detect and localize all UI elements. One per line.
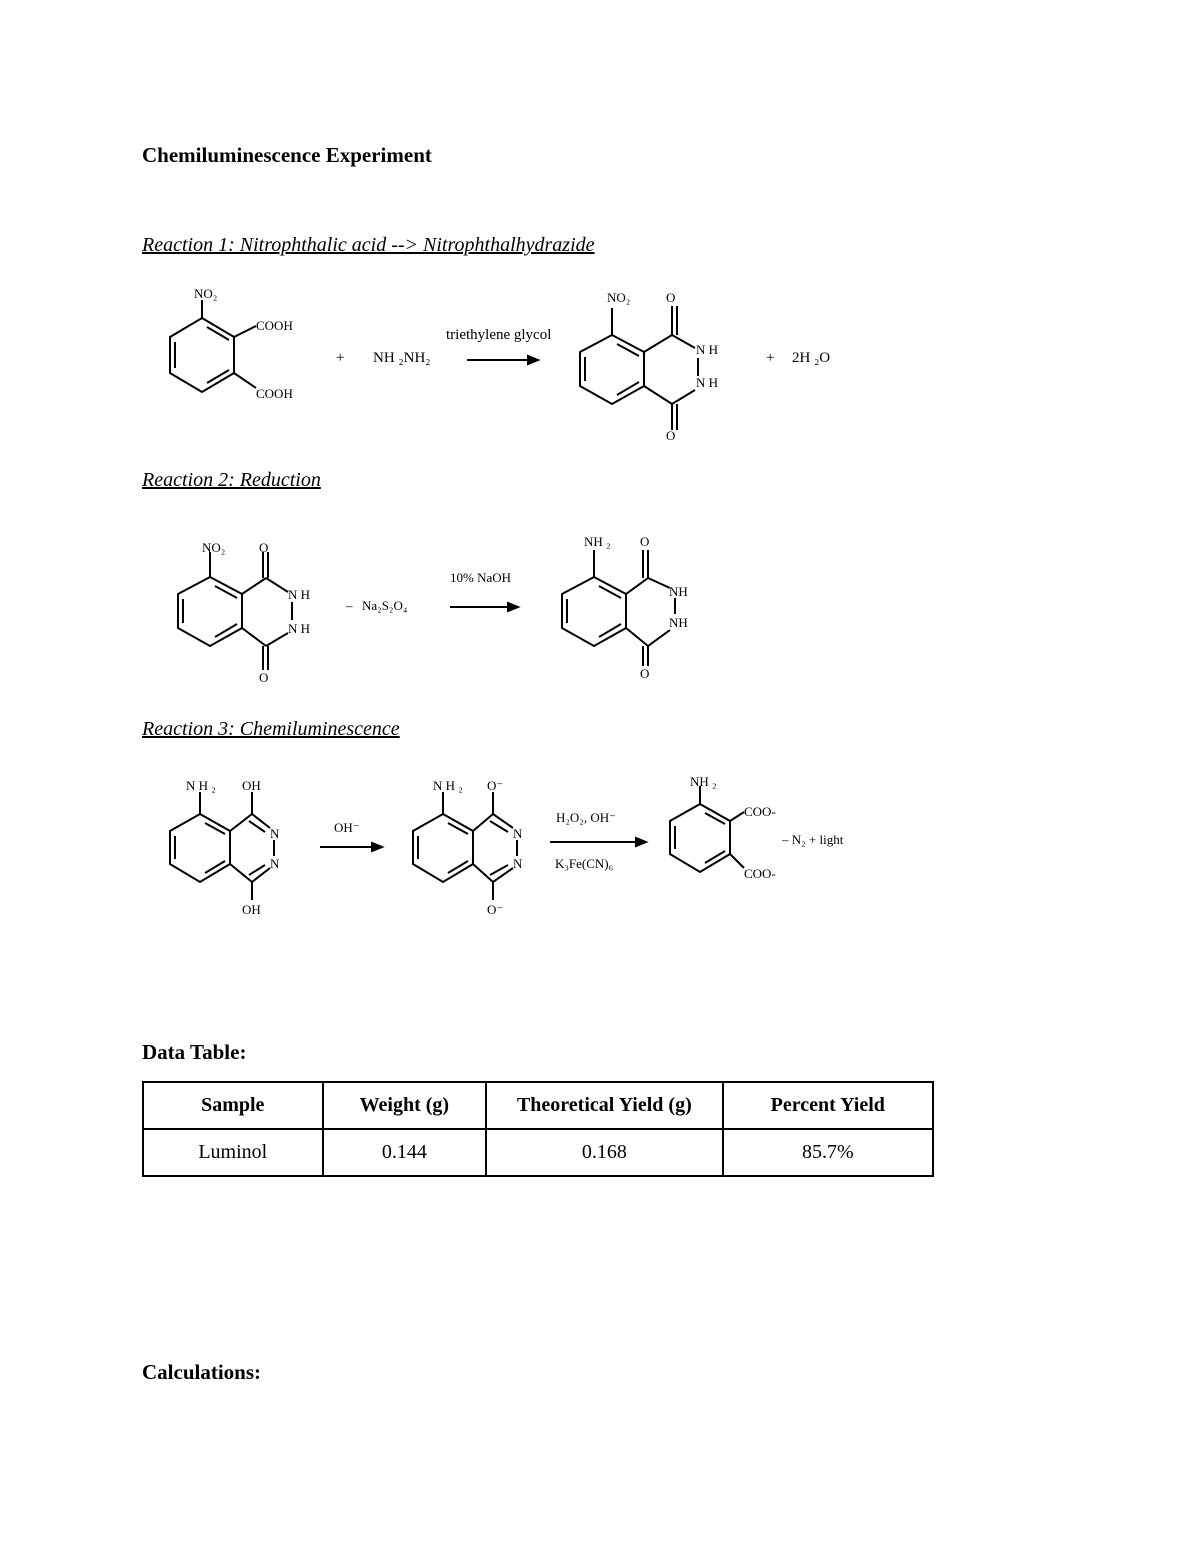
label-n: N <box>270 826 280 841</box>
label-coo: COO- <box>744 804 776 819</box>
table-header-row <box>143 1082 933 1129</box>
reaction-2-scheme <box>0 530 1200 690</box>
label-o: O <box>640 666 650 681</box>
label-n: N <box>270 856 280 871</box>
condition-label: K₃Fe(CN)₆ <box>555 856 614 871</box>
data-table <box>142 1081 934 1177</box>
column-header: Theoretical Yield (g) <box>486 1082 722 1129</box>
label-nh: NH <box>669 615 688 630</box>
label-o: O <box>259 540 269 555</box>
label-n: N <box>513 826 523 841</box>
label-nh2: NH ₂ <box>584 534 611 549</box>
condition-label: OH⁻ <box>334 820 360 835</box>
table-cell: 0.144 <box>323 1129 487 1176</box>
label-nh: N H <box>288 587 311 602</box>
reagent-hydrazine: NH ₂NH₂ <box>373 350 431 366</box>
data-table-label: Data Table: <box>142 1040 247 1064</box>
reaction-1-scheme <box>0 280 1200 450</box>
label-no2: NO₂ <box>194 286 218 301</box>
label-cooh: COOH <box>256 318 293 333</box>
label-o: O <box>666 428 676 443</box>
reaction-3-scheme <box>0 768 1200 928</box>
label-nh: N H <box>696 342 719 357</box>
reagent-dithionite: Na₂S₂O₄ <box>362 598 408 613</box>
column-header: Weight (g) <box>323 1082 487 1129</box>
table-row <box>143 1129 933 1176</box>
plus-sign: – <box>346 598 353 613</box>
plus-sign: + <box>336 350 345 366</box>
label-oh: OH <box>242 902 261 917</box>
column-header: Sample <box>143 1082 323 1129</box>
column-header: Percent Yield <box>723 1082 933 1129</box>
condition-label: 10% NaOH <box>450 570 512 585</box>
label-oh: OH <box>242 778 261 793</box>
reaction-1-heading: Reaction 1: Nitrophthalic acid --> Nitrophthalhydrazide <box>142 234 595 256</box>
label-nh: N H <box>696 375 719 390</box>
label-o-minus: O⁻ <box>487 902 504 917</box>
label-nh: N H <box>288 621 311 636</box>
condition-label: triethylene glycol <box>446 327 552 343</box>
reaction-3-heading: Reaction 3: Chemiluminescence <box>142 718 400 740</box>
page-title: Chemiluminescence Experiment <box>142 143 432 167</box>
plus-sign: + <box>766 350 775 366</box>
benzene-ring <box>170 318 234 392</box>
label-o-minus: O⁻ <box>487 778 504 793</box>
label-o: O <box>666 290 676 305</box>
byproduct-water: 2H ₂O <box>792 350 831 366</box>
table-cell: 85.7% <box>723 1129 933 1176</box>
calculations-label: Calculations: <box>142 1360 262 1384</box>
label-o: O <box>259 670 269 685</box>
label-nh2: N H ₂ <box>433 778 463 793</box>
label-o: O <box>640 534 650 549</box>
label-n: N <box>513 856 523 871</box>
byproducts-label: – N₂ + light <box>782 832 844 847</box>
label-no2: NO₂ <box>607 290 631 305</box>
label-no2: NO₂ <box>202 540 226 555</box>
label-nh: NH <box>669 584 688 599</box>
reaction-2-heading: Reaction 2: Reduction <box>142 469 321 491</box>
label-nh2: NH ₂ <box>690 774 717 789</box>
label-nh2: N H ₂ <box>186 778 216 793</box>
condition-label: H₂O₂, OH⁻ <box>556 810 616 825</box>
table-cell: 0.168 <box>486 1129 722 1176</box>
label-cooh: COOH <box>256 386 293 401</box>
label-coo: COO- <box>744 866 776 881</box>
table-cell: Luminol <box>143 1129 323 1176</box>
